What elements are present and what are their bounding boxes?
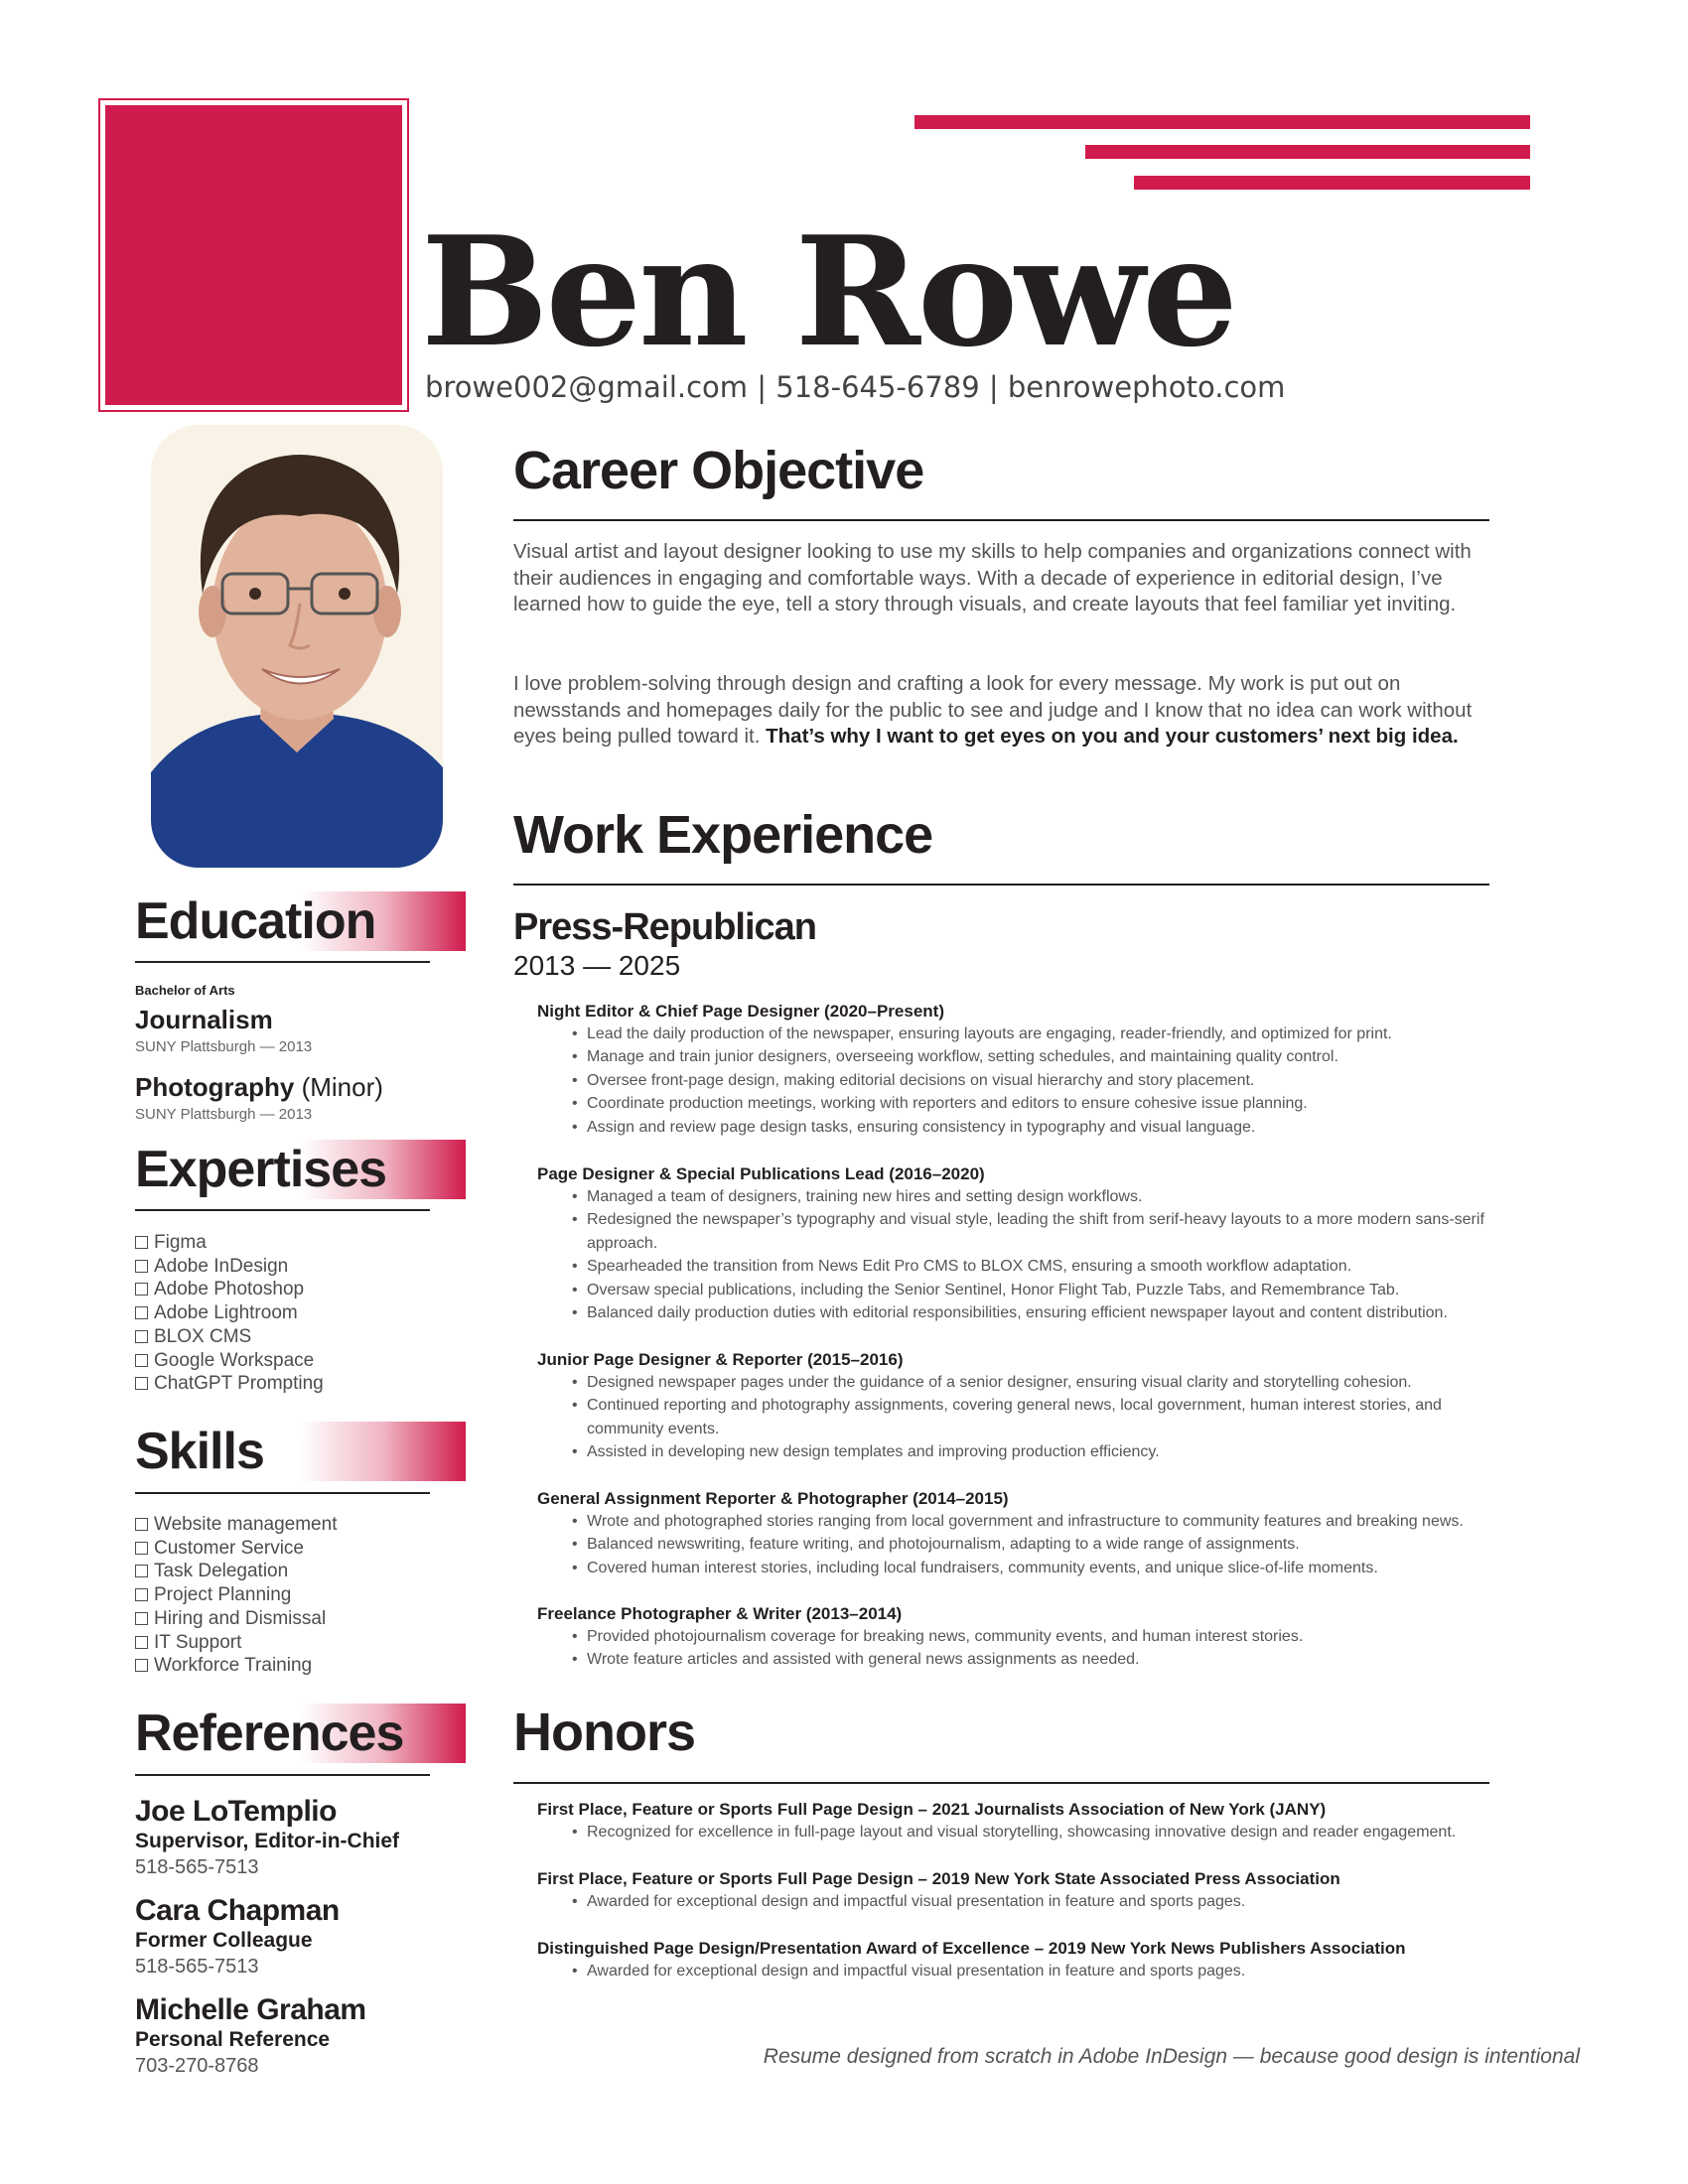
- honor-bullet: • Awarded for exceptional design and impactful visual presentation in feature and sports pages.: [569, 1890, 1490, 1913]
- reference-name: Michelle Graham: [135, 1993, 366, 2026]
- job-bullet: • Assign and review page design tasks, ensuring consistency in typography and visual language.: [569, 1116, 1490, 1139]
- reference-name: Cara Chapman: [135, 1894, 340, 1927]
- checkbox-icon: [135, 1260, 148, 1273]
- checkbox-icon: [135, 1377, 148, 1390]
- job-bullet: • Redesigned the newspaper’s typography and visual style, leading the shift from serif-heavy layouts to a more modern sans-serif approach.: [569, 1208, 1490, 1255]
- expertise-item: Adobe Lightroom: [135, 1301, 324, 1325]
- degree-minor-line: [135, 1072, 383, 1103]
- honor-entry: [537, 1798, 1490, 1843]
- job-title: Freelance Photographer & Writer (2013–2014): [537, 1604, 903, 1623]
- checkbox-icon: [135, 1588, 148, 1601]
- job-bullet: • Spearheaded the transition from News Edit Pro CMS to BLOX CMS, ensuring a smooth workflow adaptation.: [569, 1255, 1490, 1278]
- skill-item: Hiring and Dismissal: [135, 1607, 337, 1631]
- checkbox-icon: [135, 1236, 148, 1249]
- honor-entry: [537, 1867, 1490, 1913]
- checkbox-icon: [135, 1330, 148, 1343]
- job-bullets: [569, 1371, 1490, 1464]
- job-bullet: • Lead the daily production of the newspaper, ensuring layouts are engaging, reader-friendly, and optimized for print.: [569, 1023, 1490, 1045]
- honor-bullets: [569, 1890, 1490, 1913]
- degree-type: Bachelor of Arts: [135, 983, 235, 998]
- job-bullet: • Managed a team of designers, training new hires and setting design workflows.: [569, 1185, 1490, 1208]
- skill-item: Workforce Training: [135, 1654, 337, 1678]
- job-bullet: • Continued reporting and photography assignments, covering general news, local government, human interest stories, and community events.: [569, 1394, 1490, 1440]
- job-bullet: • Designed newspaper pages under the guidance of a senior designer, ensuring visual clarity and storytelling cohesion.: [569, 1371, 1490, 1394]
- job-title: Night Editor & Chief Page Designer (2020–Present): [537, 1002, 944, 1021]
- honor-title: Distinguished Page Design/Presentation Award of Excellence – 2019 New York News Publishers Association: [537, 1939, 1406, 1958]
- objective-emphasis: That’s why I want to get eyes on you and your customers’ next big idea.: [766, 725, 1459, 749]
- honor-bullet: • Awarded for exceptional design and impactful visual presentation in feature and sports pages.: [569, 1960, 1490, 1982]
- honor-title: First Place, Feature or Sports Full Page Design – 2019 New York State Associated Press Association: [537, 1869, 1340, 1888]
- job-bullet: • Balanced newswriting, feature writing, and photojournalism, adapting to a wide range of assignments.: [569, 1533, 1490, 1556]
- education-heading: Education: [135, 891, 466, 951]
- experience-heading: Work Experience: [513, 805, 933, 865]
- expertise-item: ChatGPT Prompting: [135, 1372, 324, 1396]
- reference-role: Personal Reference: [135, 2028, 331, 2051]
- company-name: Press-Republican: [513, 906, 816, 948]
- honor-bullets: [569, 1821, 1490, 1843]
- expertise-item: BLOX CMS: [135, 1325, 324, 1349]
- skill-item: IT Support: [135, 1631, 337, 1655]
- job-bullet: • Wrote feature articles and assisted with general news assignments as needed.: [569, 1648, 1490, 1671]
- decorative-red-square: [98, 98, 409, 412]
- checkbox-icon: [135, 1636, 148, 1649]
- contact-line: browe002@gmail.com | 518-645-6789 | benrowephoto.com: [425, 370, 1286, 404]
- honors-heading: Honors: [513, 1703, 695, 1762]
- degree-major-school: SUNY Plattsburgh — 2013: [135, 1038, 313, 1055]
- profile-photo: [151, 425, 443, 868]
- checkbox-icon: [135, 1542, 148, 1555]
- checkbox-icon: [135, 1565, 148, 1577]
- divider: [135, 1492, 430, 1494]
- job-bullet: • Oversee front-page design, making editorial decisions on visual hierarchy and story placement.: [569, 1069, 1490, 1092]
- checkbox-icon: [135, 1659, 148, 1672]
- honor-entry: [537, 1937, 1490, 1982]
- expertise-item: Figma: [135, 1231, 324, 1255]
- expertise-item: Adobe Photoshop: [135, 1278, 324, 1301]
- divider: [513, 519, 1489, 521]
- job-bullets: [569, 1023, 1490, 1139]
- objective-paragraph: I love problem-solving through design and crafting a look for every message. My work is put out on newsstands and homepages daily for the public to see and judge and I know that no idea can work without eyes being pulled toward it. That’s why I want to get eyes on you and your customers’ next big idea.: [513, 672, 1473, 749]
- company-years: 2013 — 2025: [513, 950, 681, 981]
- expertise-item: Google Workspace: [135, 1349, 324, 1373]
- decorative-stripe: [914, 115, 1530, 129]
- decorative-stripe: [1085, 145, 1530, 159]
- skills-heading: Skills: [135, 1422, 466, 1481]
- job-bullet: • Oversaw special publications, including the Senior Sentinel, Honor Flight Tab, Puzzle Tabs, and Remembrance Tab.: [569, 1279, 1490, 1301]
- job-bullets: [569, 1185, 1490, 1324]
- reference-phone: 703-270-8768: [135, 2055, 259, 2077]
- skill-item: Customer Service: [135, 1537, 337, 1561]
- skill-item: Task Delegation: [135, 1560, 337, 1583]
- job-bullet: • Wrote and photographed stories ranging from local government and infrastructure to community features and breaking news.: [569, 1510, 1490, 1533]
- skills-list: [135, 1513, 337, 1678]
- job-bullet: • Covered human interest stories, including local fundraisers, community events, and unique slice-of-life moments.: [569, 1557, 1490, 1579]
- job-entry: [537, 1162, 1490, 1324]
- objective-paragraph: Visual artist and layout designer looking to use my skills to help companies and organizations connect with their audiences in engaging and comfortable ways. With a decade of experience in editorial design, I’ve learned how to guide the eye, tell a story through visuals, and create layouts that feel familiar yet inviting.: [513, 540, 1472, 616]
- divider: [513, 884, 1489, 886]
- job-title: Page Designer & Special Publications Lead (2016–2020): [537, 1164, 985, 1183]
- checkbox-icon: [135, 1354, 148, 1367]
- job-bullets: [569, 1625, 1490, 1672]
- reference-name: Joe LoTemplio: [135, 1795, 337, 1828]
- degree-minor: Photography: [135, 1072, 295, 1102]
- expertises-heading: Expertises: [135, 1140, 466, 1199]
- job-bullet: • Provided photojournalism coverage for breaking news, community events, and human interest stories.: [569, 1625, 1490, 1648]
- job-bullet: • Assisted in developing new design templates and improving production efficiency.: [569, 1440, 1490, 1463]
- references-heading: References: [135, 1704, 466, 1763]
- divider: [135, 961, 430, 963]
- job-entry: [537, 1602, 1490, 1672]
- reference-entry: [135, 1894, 340, 1979]
- portrait-illustration: [151, 425, 443, 868]
- reference-phone: 518-565-7513: [135, 1956, 259, 1978]
- footer-note: Resume designed from scratch in Adobe InDesign — because good design is intentional: [763, 2045, 1580, 2068]
- checkbox-icon: [135, 1518, 148, 1531]
- reference-role: Supervisor, Editor-in-Chief: [135, 1830, 400, 1852]
- job-bullet: • Manage and train junior designers, overseeing workflow, setting schedules, and maintaining quality control.: [569, 1045, 1490, 1068]
- honor-title: First Place, Feature or Sports Full Page Design – 2021 Journalists Association of New York (JANY): [537, 1800, 1327, 1819]
- reference-phone: 518-565-7513: [135, 1856, 259, 1878]
- job-title: General Assignment Reporter & Photographer (2014–2015): [537, 1489, 1009, 1508]
- degree-major: Journalism: [135, 1005, 273, 1034]
- checkbox-icon: [135, 1306, 148, 1319]
- divider: [135, 1209, 430, 1211]
- degree-minor-school: SUNY Plattsburgh — 2013: [135, 1106, 313, 1123]
- job-entry: [537, 1000, 1490, 1139]
- job-bullet: • Balanced daily production duties with editorial responsibilities, ensuring efficient newspaper layout and content distribution.: [569, 1301, 1490, 1324]
- reference-role: Former Colleague: [135, 1929, 313, 1952]
- skill-item: Project Planning: [135, 1583, 337, 1607]
- expertise-item: Adobe InDesign: [135, 1255, 324, 1279]
- divider: [513, 1782, 1489, 1784]
- job-bullets: [569, 1510, 1490, 1579]
- job-entry: [537, 1348, 1490, 1464]
- degree-minor-note: (Minor): [301, 1072, 383, 1102]
- checkbox-icon: [135, 1283, 148, 1296]
- divider: [135, 1774, 430, 1776]
- skill-item: Website management: [135, 1513, 337, 1537]
- job-entry: [537, 1487, 1490, 1579]
- checkbox-icon: [135, 1612, 148, 1625]
- reference-entry: [135, 1993, 366, 2079]
- objective-heading: Career Objective: [513, 441, 924, 500]
- reference-entry: [135, 1795, 399, 1880]
- job-title: Junior Page Designer & Reporter (2015–2016): [537, 1350, 904, 1369]
- resume-name: Ben Rowe: [421, 203, 1235, 380]
- honor-bullet: • Recognized for excellence in full-page layout and visual storytelling, showcasing innovative design and reader engagement.: [569, 1821, 1490, 1843]
- job-bullet: • Coordinate production meetings, working with reporters and editors to ensure cohesive issue planning.: [569, 1092, 1490, 1115]
- decorative-stripe: [1134, 176, 1530, 190]
- expertises-list: [135, 1231, 324, 1396]
- honor-bullets: [569, 1960, 1490, 1982]
